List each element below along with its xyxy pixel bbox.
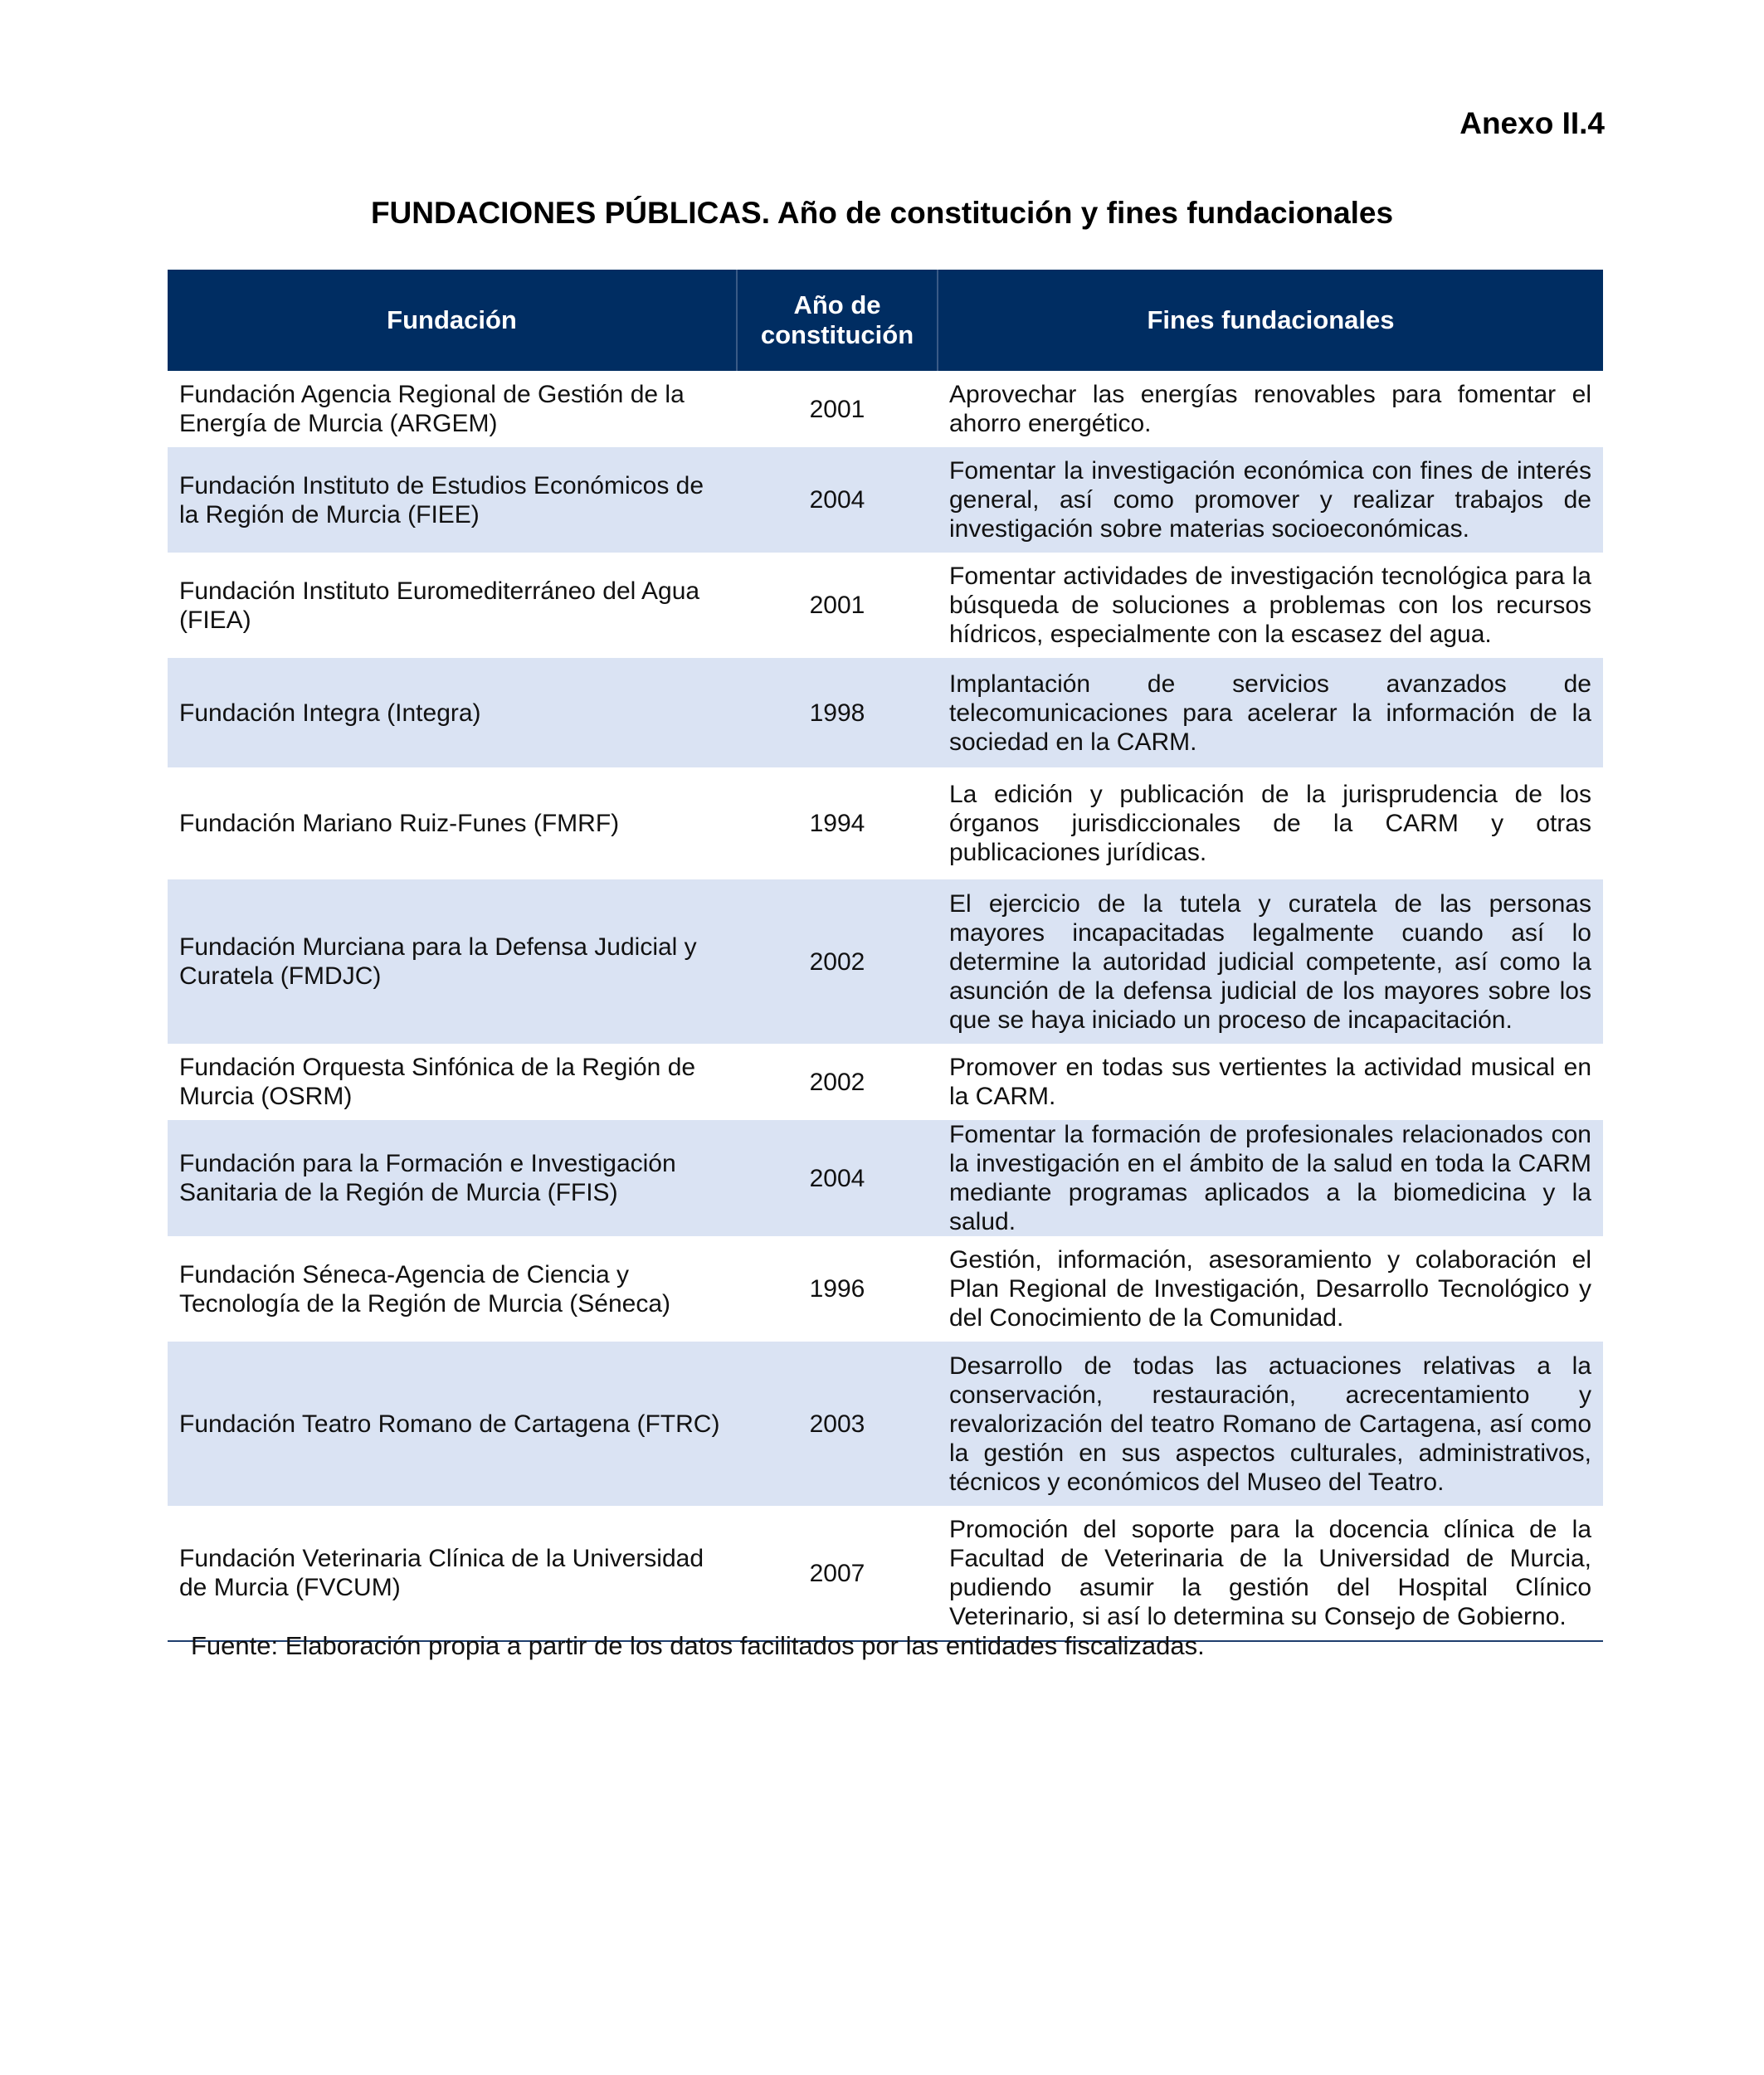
cell-fines: Desarrollo de todas las actuaciones relativas a la conservación, restauración, acrecentamiento y revalorización del teatro Romano de Cartagena, así como la gestión en sus aspectos culturales, administrativos, técnicos y económicos del Museo del Teatro. <box>938 1342 1603 1506</box>
table-row <box>168 1120 1603 1236</box>
cell-year: 2002 <box>809 1068 865 1096</box>
cell-fines: El ejercicio de la tutela y curatela de las personas mayores incapacitadas legalmente cuando así lo determine la autoridad judicial competente, así como la asunción de la defensa judicial de los mayores sobre los que se haya iniciado un proceso de incapacitación. <box>938 879 1603 1044</box>
cell-fundacion: Fundación para la Formación e Investigación Sanitaria de la Región de Murcia (FFIS) <box>168 1120 737 1236</box>
cell-fundacion: Fundación Instituto de Estudios Económicos de la Región de Murcia (FIEE) <box>168 447 737 553</box>
header-ano-line1: Año de <box>793 290 881 319</box>
table-row <box>168 553 1603 658</box>
cell-fundacion: Fundación Orquesta Sinfónica de la Región de Murcia (OSRM) <box>179 1054 696 1110</box>
cell-fines: Fomentar la formación de profesionales relacionados con la investigación en el ámbito de la salud en toda la CARM mediante programas aplicados a la biomedicina y la salud. <box>938 1120 1603 1236</box>
cell-year: 1998 <box>737 658 938 767</box>
cell-fundacion: Fundación Murciana para la Defensa Judicial y Curatela (FMDJC) <box>168 879 737 1044</box>
table-row <box>168 879 1603 1044</box>
table-row <box>168 658 1603 767</box>
cell-fines: Promoción del soporte para la docencia clínica de la Facultad de Veterinaria de la Universidad de Murcia, pudiendo asumir la gestión del Hospital Clínico Veterinario, si así lo determina su Consejo de Gobierno. <box>938 1506 1603 1641</box>
cell-fines: La edición y publicación de la jurisprudencia de los órganos jurisdiccionales de la CARM y otras publicaciones jurídicas. <box>949 781 1591 866</box>
cell-fundacion: Fundación Agencia Regional de Gestión de la Energía de Murcia (ARGEM) <box>179 381 685 437</box>
header-ano-constitucion <box>737 270 938 371</box>
cell-fines: Aprovechar las energías renovables para fomentar el ahorro energético. <box>949 381 1591 437</box>
header-fines: Fines fundacionales <box>938 270 1603 371</box>
cell-fines: Gestión, información, asesoramiento y colaboración el Plan Regional de Investigación, Desarrollo Tecnológico y del Conocimiento de la Comunidad. <box>949 1246 1591 1332</box>
cell-year: 2002 <box>737 879 938 1044</box>
cell-year: 2004 <box>737 447 938 553</box>
cell-year: 2001 <box>809 395 865 423</box>
cell-year: 1996 <box>809 1275 865 1303</box>
header-fundacion: Fundación <box>168 270 737 371</box>
cell-fines: Implantación de servicios avanzados de telecomunicaciones para acelerar la información de la sociedad en la CARM. <box>938 658 1603 767</box>
page-title: FUNDACIONES PÚBLICAS. Año de constitución y fines fundacionales <box>370 196 1394 230</box>
table-row <box>168 371 1603 447</box>
table-row <box>168 767 1603 879</box>
cell-year: 2001 <box>809 592 865 619</box>
table-row <box>168 1342 1603 1506</box>
cell-year: 2004 <box>737 1120 938 1236</box>
table-row <box>168 447 1603 553</box>
foundations-table <box>168 270 1603 1642</box>
table-body <box>168 371 1603 1641</box>
header-ano-line2: constitución <box>760 320 914 349</box>
table-row <box>168 1506 1603 1641</box>
cell-year: 2003 <box>737 1342 938 1506</box>
table-row <box>168 1236 1603 1342</box>
cell-year: 2007 <box>737 1506 938 1641</box>
cell-fundacion: Fundación Teatro Romano de Cartagena (FTRC) <box>168 1342 737 1506</box>
cell-fundacion: Fundación Séneca-Agencia de Ciencia y Tecnología de la Región de Murcia (Séneca) <box>179 1260 671 1318</box>
cell-fines: Fomentar la investigación económica con fines de interés general, así como promover y realizar trabajos de investigación sobre materias socioeconómicas. <box>938 447 1603 553</box>
cell-fundacion: Fundación Mariano Ruiz-Funes (FMRF) <box>179 810 620 837</box>
source-note: Fuente: Elaboración propia a partir de los datos facilitados por las entidades fiscalizadas. <box>191 1631 1205 1660</box>
annex-label: Anexo II.4 <box>1459 106 1605 140</box>
header-row <box>168 270 1603 371</box>
cell-fundacion: Fundación Veterinaria Clínica de la Universidad de Murcia (FVCUM) <box>168 1506 737 1641</box>
cell-fundacion: Fundación Instituto Euromediterráneo del Agua (FIEA) <box>179 577 700 634</box>
table-header <box>168 270 1603 371</box>
cell-fines: Fomentar actividades de investigación tecnológica para la búsqueda de soluciones a problemas con los recursos hídricos, especialmente con la escasez del agua. <box>949 563 1591 648</box>
table-row <box>168 1044 1603 1120</box>
cell-fines: Promover en todas sus vertientes la actividad musical en la CARM. <box>949 1054 1591 1110</box>
cell-fundacion: Fundación Integra (Integra) <box>168 658 737 767</box>
cell-year: 1994 <box>809 810 865 837</box>
